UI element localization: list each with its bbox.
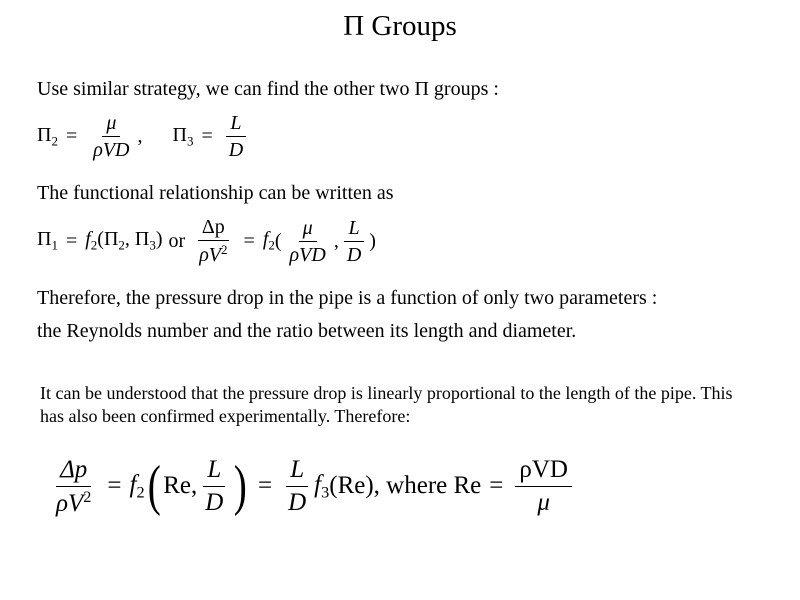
therefore-line-2: the Reynolds number and the ratio between its length and diameter. <box>37 320 577 342</box>
close-paren: ) <box>369 229 376 252</box>
slide-title: Π Groups <box>343 10 457 42</box>
fraction-rhovd-over-mu: $\frac{\text{ρVD}}{\mu}$ <box>515 456 572 516</box>
comma: , <box>137 125 143 147</box>
fraction-l-over-d: $\frac{L}{D}$ <box>225 112 247 161</box>
equation-functional <box>37 216 376 266</box>
fraction-l-over-d: $\frac{L}{D}$ <box>343 217 365 266</box>
fraction-dp-over-rhov2: $\frac{\Delta p}{\rho V^2}$ <box>56 456 92 517</box>
equals-sign: = <box>107 472 122 500</box>
intro-text: Use similar strategy, we can find the other two Π groups : <box>37 78 499 100</box>
equation-final <box>48 456 576 517</box>
fraction-l-over-d: $\frac{L}{D}$ <box>205 456 224 516</box>
right-paren: ) <box>234 455 248 518</box>
fraction-mu-over-rhovd: $\frac{\mu}{\text{ρVD}}$ <box>289 216 326 266</box>
function-f2: $f_2$ <box>129 470 145 502</box>
pi1-symbol: $\Pi_1$ <box>37 228 58 253</box>
reynolds-definition-text: (Re), where Re <box>329 472 482 500</box>
comma: , <box>333 229 339 252</box>
pi3-symbol: $\Pi_3$ <box>172 123 194 149</box>
fraction-dp-over-rhov2: $\frac{\Delta p}{\rho V^2}$ <box>199 216 228 267</box>
function-f2: $f_2$ <box>85 228 98 253</box>
note-paragraph: It can be understood that the pressure drop is linearly proportional to the length of the pipe. This has also been confirmed experimentally. Therefore: <box>40 383 733 426</box>
equals-sign: = <box>258 472 273 500</box>
fraction-l-over-d-second: $\frac{L}{D}$ <box>288 456 307 516</box>
equals-sign: = <box>489 472 504 500</box>
functional-text: The functional relationship can be written as <box>37 182 394 204</box>
equation-pi2-pi3 <box>37 112 251 161</box>
open-paren: ( <box>274 229 282 252</box>
equals-sign: = <box>65 229 78 252</box>
left-paren: ( <box>147 455 161 518</box>
reynolds-arg: Re, <box>163 472 198 500</box>
pi2-symbol: $\Pi_2$ <box>37 123 58 149</box>
or-word: or <box>168 229 186 252</box>
function-f2-second: $f_2$ <box>262 228 275 253</box>
fraction-mu-over-rhovd: $\frac{\mu}{\text{ρVD}}$ <box>93 112 130 161</box>
equals-sign: = <box>201 125 213 147</box>
therefore-line-1: Therefore, the pressure drop in the pipe is a function of only two parameters : <box>37 287 658 309</box>
equals-sign: = <box>243 229 255 252</box>
function-f3: $f_3$ <box>314 470 330 502</box>
equals-sign: = <box>65 125 78 147</box>
function-args: ($\Pi_2$, $\Pi_3$) <box>97 228 163 253</box>
